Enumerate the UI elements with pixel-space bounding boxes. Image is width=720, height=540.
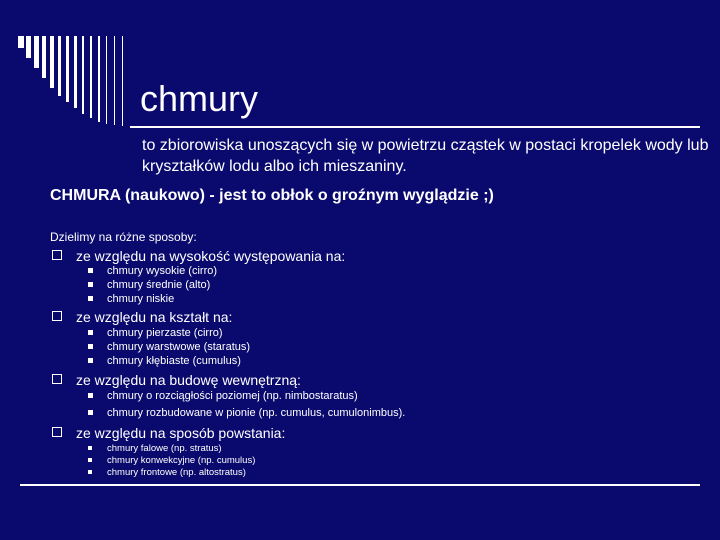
criterion-label: ze względu na kształt na: [76,309,233,325]
checkbox-bullet-icon [52,427,62,437]
bottom-divider [20,484,700,486]
list-item-text: chmury pierzaste (cirro) [107,327,223,339]
checkbox-bullet-icon [52,250,62,260]
criterion-label: ze względu na wysokość występowania na: [76,248,346,264]
list-item-text: chmury średnie (alto) [107,279,211,291]
list-item-text: chmury rozbudowane w pionie (np. cumulus, cumulonimbus). [107,407,406,419]
square-bullet-icon [88,393,93,398]
main-statement: CHMURA (naukowo) - jest to obłok o groźnym wyglądzie ;) [50,187,494,204]
list-item-text: chmury falowe (np. stratus) [107,443,222,454]
list-item [88,265,217,277]
decorative-stripes [18,36,140,126]
square-bullet-icon [88,446,92,450]
square-bullet-icon [88,458,92,462]
square-bullet-icon [88,358,93,363]
square-bullet-icon [88,282,93,287]
square-bullet-icon [88,330,93,335]
list-item-text: chmury frontowe (np. altostratus) [107,467,246,478]
list-item [88,390,358,402]
criterion-height [52,248,345,264]
intro-text: Dzielimy na różne sposoby: [50,230,197,244]
list-item [88,341,250,353]
square-bullet-icon [88,344,93,349]
title-divider [130,126,700,128]
list-item-text: chmury warstwowe (staratus) [107,341,251,353]
square-bullet-icon [88,296,93,301]
checkbox-bullet-icon [52,374,62,384]
criterion-formation [52,425,285,441]
list-item-text: chmury wysokie (cirro) [107,265,218,277]
criterion-structure [52,372,301,388]
square-bullet-icon [88,470,92,474]
checkbox-bullet-icon [52,311,62,321]
square-bullet-icon [88,410,93,415]
list-item [88,293,174,305]
list-item-text: chmury niskie [107,293,175,305]
list-item [88,355,241,367]
list-item-text: chmury o rozciągłości poziomej (np. nimbostaratus) [107,390,358,402]
list-item [88,407,405,419]
criterion-label: ze względu na budowę wewnętrzną: [76,372,301,388]
list-item [88,455,255,466]
list-item [88,467,246,478]
definition-text: to zbiorowiska unoszących się w powietrzu cząstek w postaci kropelek wody lub kryształków lodu albo ich mieszaniny. [142,137,709,175]
list-item [88,443,222,454]
square-bullet-icon [88,268,93,273]
criterion-shape [52,309,232,325]
slide-title: chmury [140,78,259,119]
list-item [88,327,223,339]
list-item [88,279,210,291]
list-item-text: chmury konwekcyjne (np. cumulus) [107,455,256,466]
list-item-text: chmury kłębiaste (cumulus) [107,355,241,367]
criterion-label: ze względu na sposób powstania: [76,425,286,441]
